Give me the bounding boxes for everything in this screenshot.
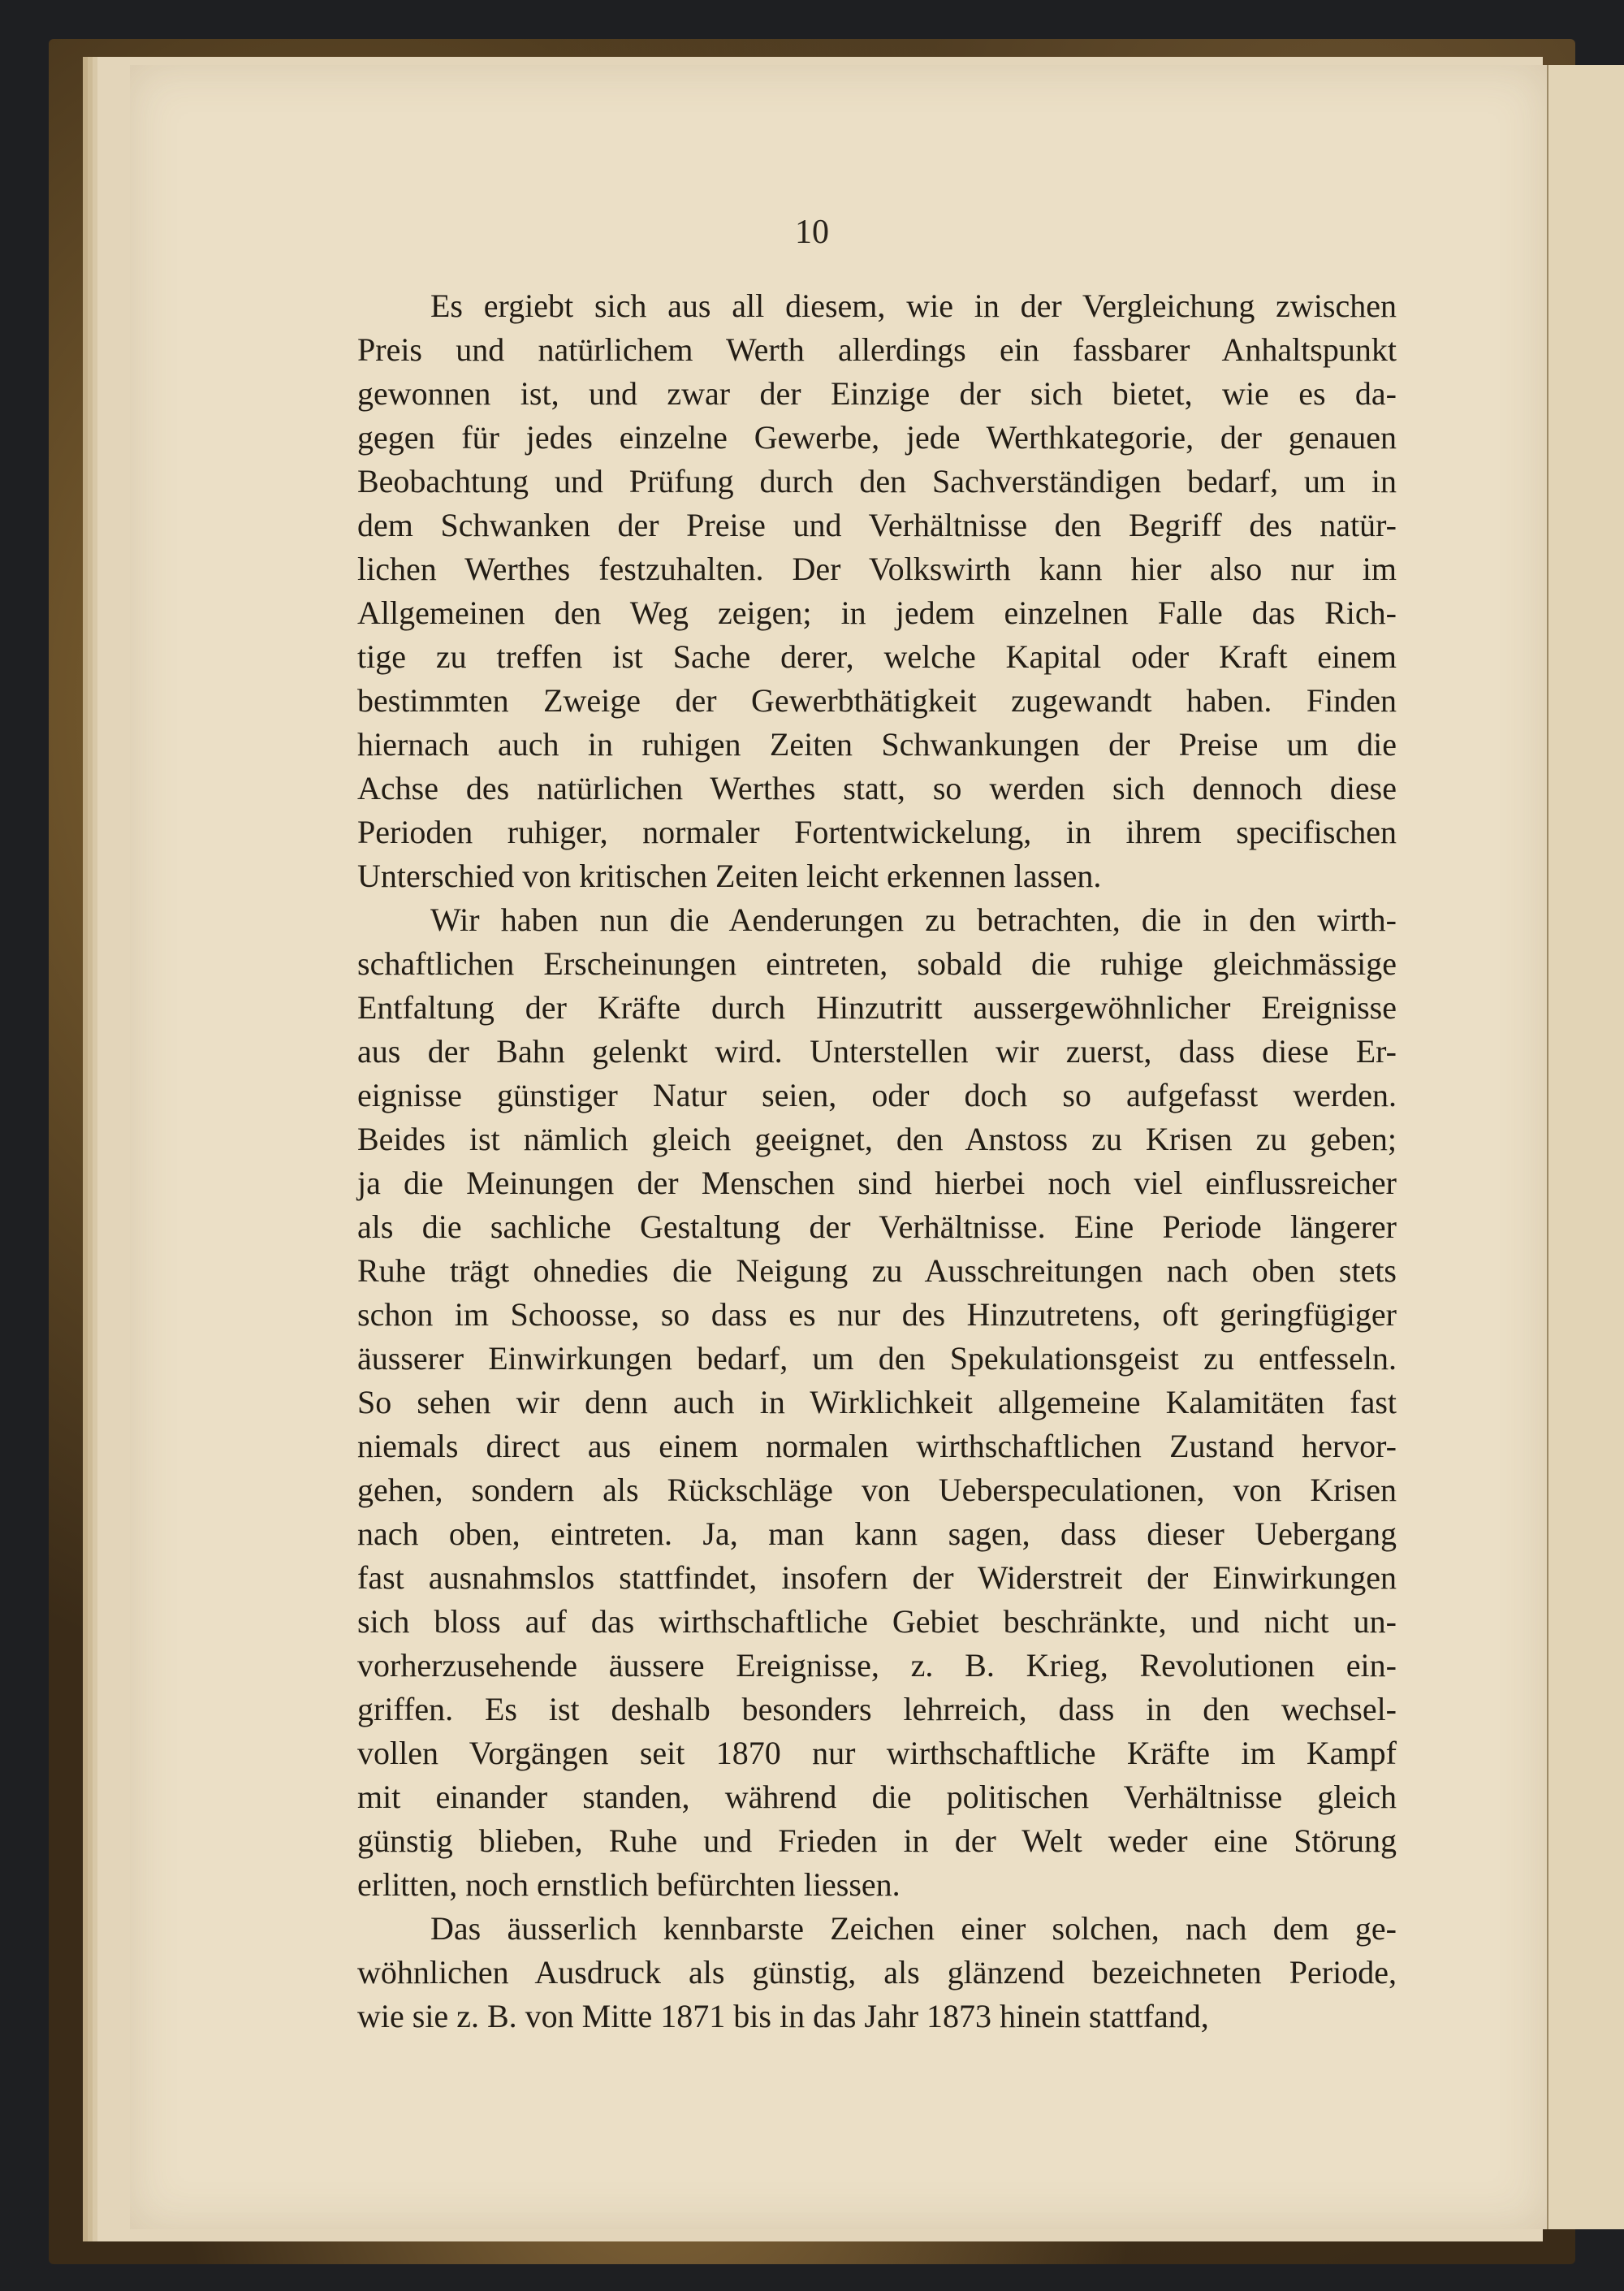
text-line: gewonnen ist, und zwar der Einzige der sich bietet, wie es da- (357, 375, 1397, 412)
text-line: bestimmten Zweige der Gewerbthätigkeit zugewandt haben. Finden (357, 682, 1397, 719)
text-line: Es ergiebt sich aus all diesem, wie in der Vergleichung zwischen (430, 287, 1397, 324)
text-line: äusserer Einwirkungen bedarf, um den Spekulationsgeist zu entfesseln. (357, 1340, 1397, 1377)
text-line: Unterschied von kritischen Zeiten leicht erkennen lassen. (357, 858, 1102, 894)
text-line: hiernach auch in ruhigen Zeiten Schwankungen der Preise um die (357, 726, 1397, 763)
text-line: aus der Bahn gelenkt wird. Unterstellen wir zuerst, dass diese Er- (357, 1033, 1397, 1070)
paragraph (357, 284, 1397, 898)
text-line: sich bloss auf das wirthschaftliche Gebiet beschränkte, und nicht un- (357, 1603, 1397, 1640)
text-line: ja die Meinungen der Menschen sind hierbei noch viel einflussreicher (357, 1165, 1397, 1201)
text-line: Ruhe trägt ohnedies die Neigung zu Ausschreitungen nach oben stets (357, 1252, 1397, 1289)
text-line: Achse des natürlichen Werthes statt, so werden sich dennoch diese (357, 770, 1397, 806)
text-line: schon im Schoosse, so dass es nur des Hinzutretens, oft geringfügiger (357, 1296, 1397, 1333)
text-line: vollen Vorgängen seit 1870 nur wirthschaftliche Kräfte im Kampf (357, 1735, 1397, 1771)
text-line: schaftlichen Erscheinungen eintreten, sobald die ruhige gleichmässige (357, 945, 1397, 982)
text-line: Perioden ruhiger, normaler Fortentwickelung, in ihrem specifischen (357, 814, 1397, 850)
text-line: Preis und natürlichem Werth allerdings ein fassbarer Anhaltspunkt (357, 331, 1397, 368)
text-line: als die sachliche Gestaltung der Verhältnisse. Eine Periode längerer (357, 1208, 1397, 1245)
text-line: gehen, sondern als Rückschläge von Ueberspeculationen, von Krisen (357, 1472, 1397, 1508)
text-line: dem Schwanken der Preise und Verhältnisse den Begriff des natür- (357, 507, 1397, 543)
text-line: tige zu treffen ist Sache derer, welche Kapital oder Kraft einem (357, 638, 1397, 675)
paragraph (357, 898, 1397, 1907)
next-page-edge (1547, 65, 1624, 2229)
text-line: günstig blieben, Ruhe und Frieden in der Welt weder eine Störung (357, 1822, 1397, 1859)
text-line: Wir haben nun die Aenderungen zu betrachten, die in den wirth- (430, 901, 1397, 938)
text-line: Beobachtung und Prüfung durch den Sachverständigen bedarf, um in (357, 463, 1397, 499)
text-line: vorherzusehende äussere Ereignisse, z. B. Krieg, Revolutionen ein- (357, 1647, 1397, 1684)
text-line: nach oben, eintreten. Ja, man kann sagen, dass dieser Uebergang (357, 1515, 1397, 1552)
paragraph (357, 1907, 1397, 2038)
text-line: eignisse günstiger Natur seien, oder doch so aufgefasst werden. (357, 1077, 1397, 1113)
text-line: lichen Werthes festzuhalten. Der Volkswirth kann hier also nur im (357, 551, 1397, 587)
text-line: mit einander standen, während die politischen Verhältnisse gleich (357, 1779, 1397, 1815)
text-line: Allgemeinen den Weg zeigen; in jedem einzelnen Falle das Rich- (357, 594, 1397, 631)
text-line: Entfaltung der Kräfte durch Hinzutritt aussergewöhnlicher Ereignisse (357, 989, 1397, 1026)
text-line: Beides ist nämlich gleich geeignet, den Anstoss zu Krisen zu geben; (357, 1121, 1397, 1157)
page-number: 10 (795, 214, 829, 251)
text-line: erlitten, noch ernstlich befürchten liessen. (357, 1866, 901, 1903)
text-line: So sehen wir denn auch in Wirklichkeit allgemeine Kalamitäten fast (357, 1384, 1397, 1420)
text-line: fast ausnahmslos stattfindet, insofern der Widerstreit der Einwirkungen (357, 1559, 1397, 1596)
body-text (357, 284, 1397, 2038)
text-line: niemals direct aus einem normalen wirthschaftlichen Zustand hervor- (357, 1428, 1397, 1464)
text-line: griffen. Es ist deshalb besonders lehrreich, dass in den wechsel- (357, 1691, 1397, 1727)
text-line: Das äusserlich kennbarste Zeichen einer solchen, nach dem ge- (430, 1910, 1397, 1947)
text-line: wie sie z. B. von Mitte 1871 bis in das Jahr 1873 hinein stattfand, (357, 1998, 1209, 2034)
text-line: gegen für jedes einzelne Gewerbe, jede Werthkategorie, der genauen (357, 419, 1397, 456)
text-line: wöhnlichen Ausdruck als günstig, als glänzend bezeichneten Periode, (357, 1954, 1397, 1991)
